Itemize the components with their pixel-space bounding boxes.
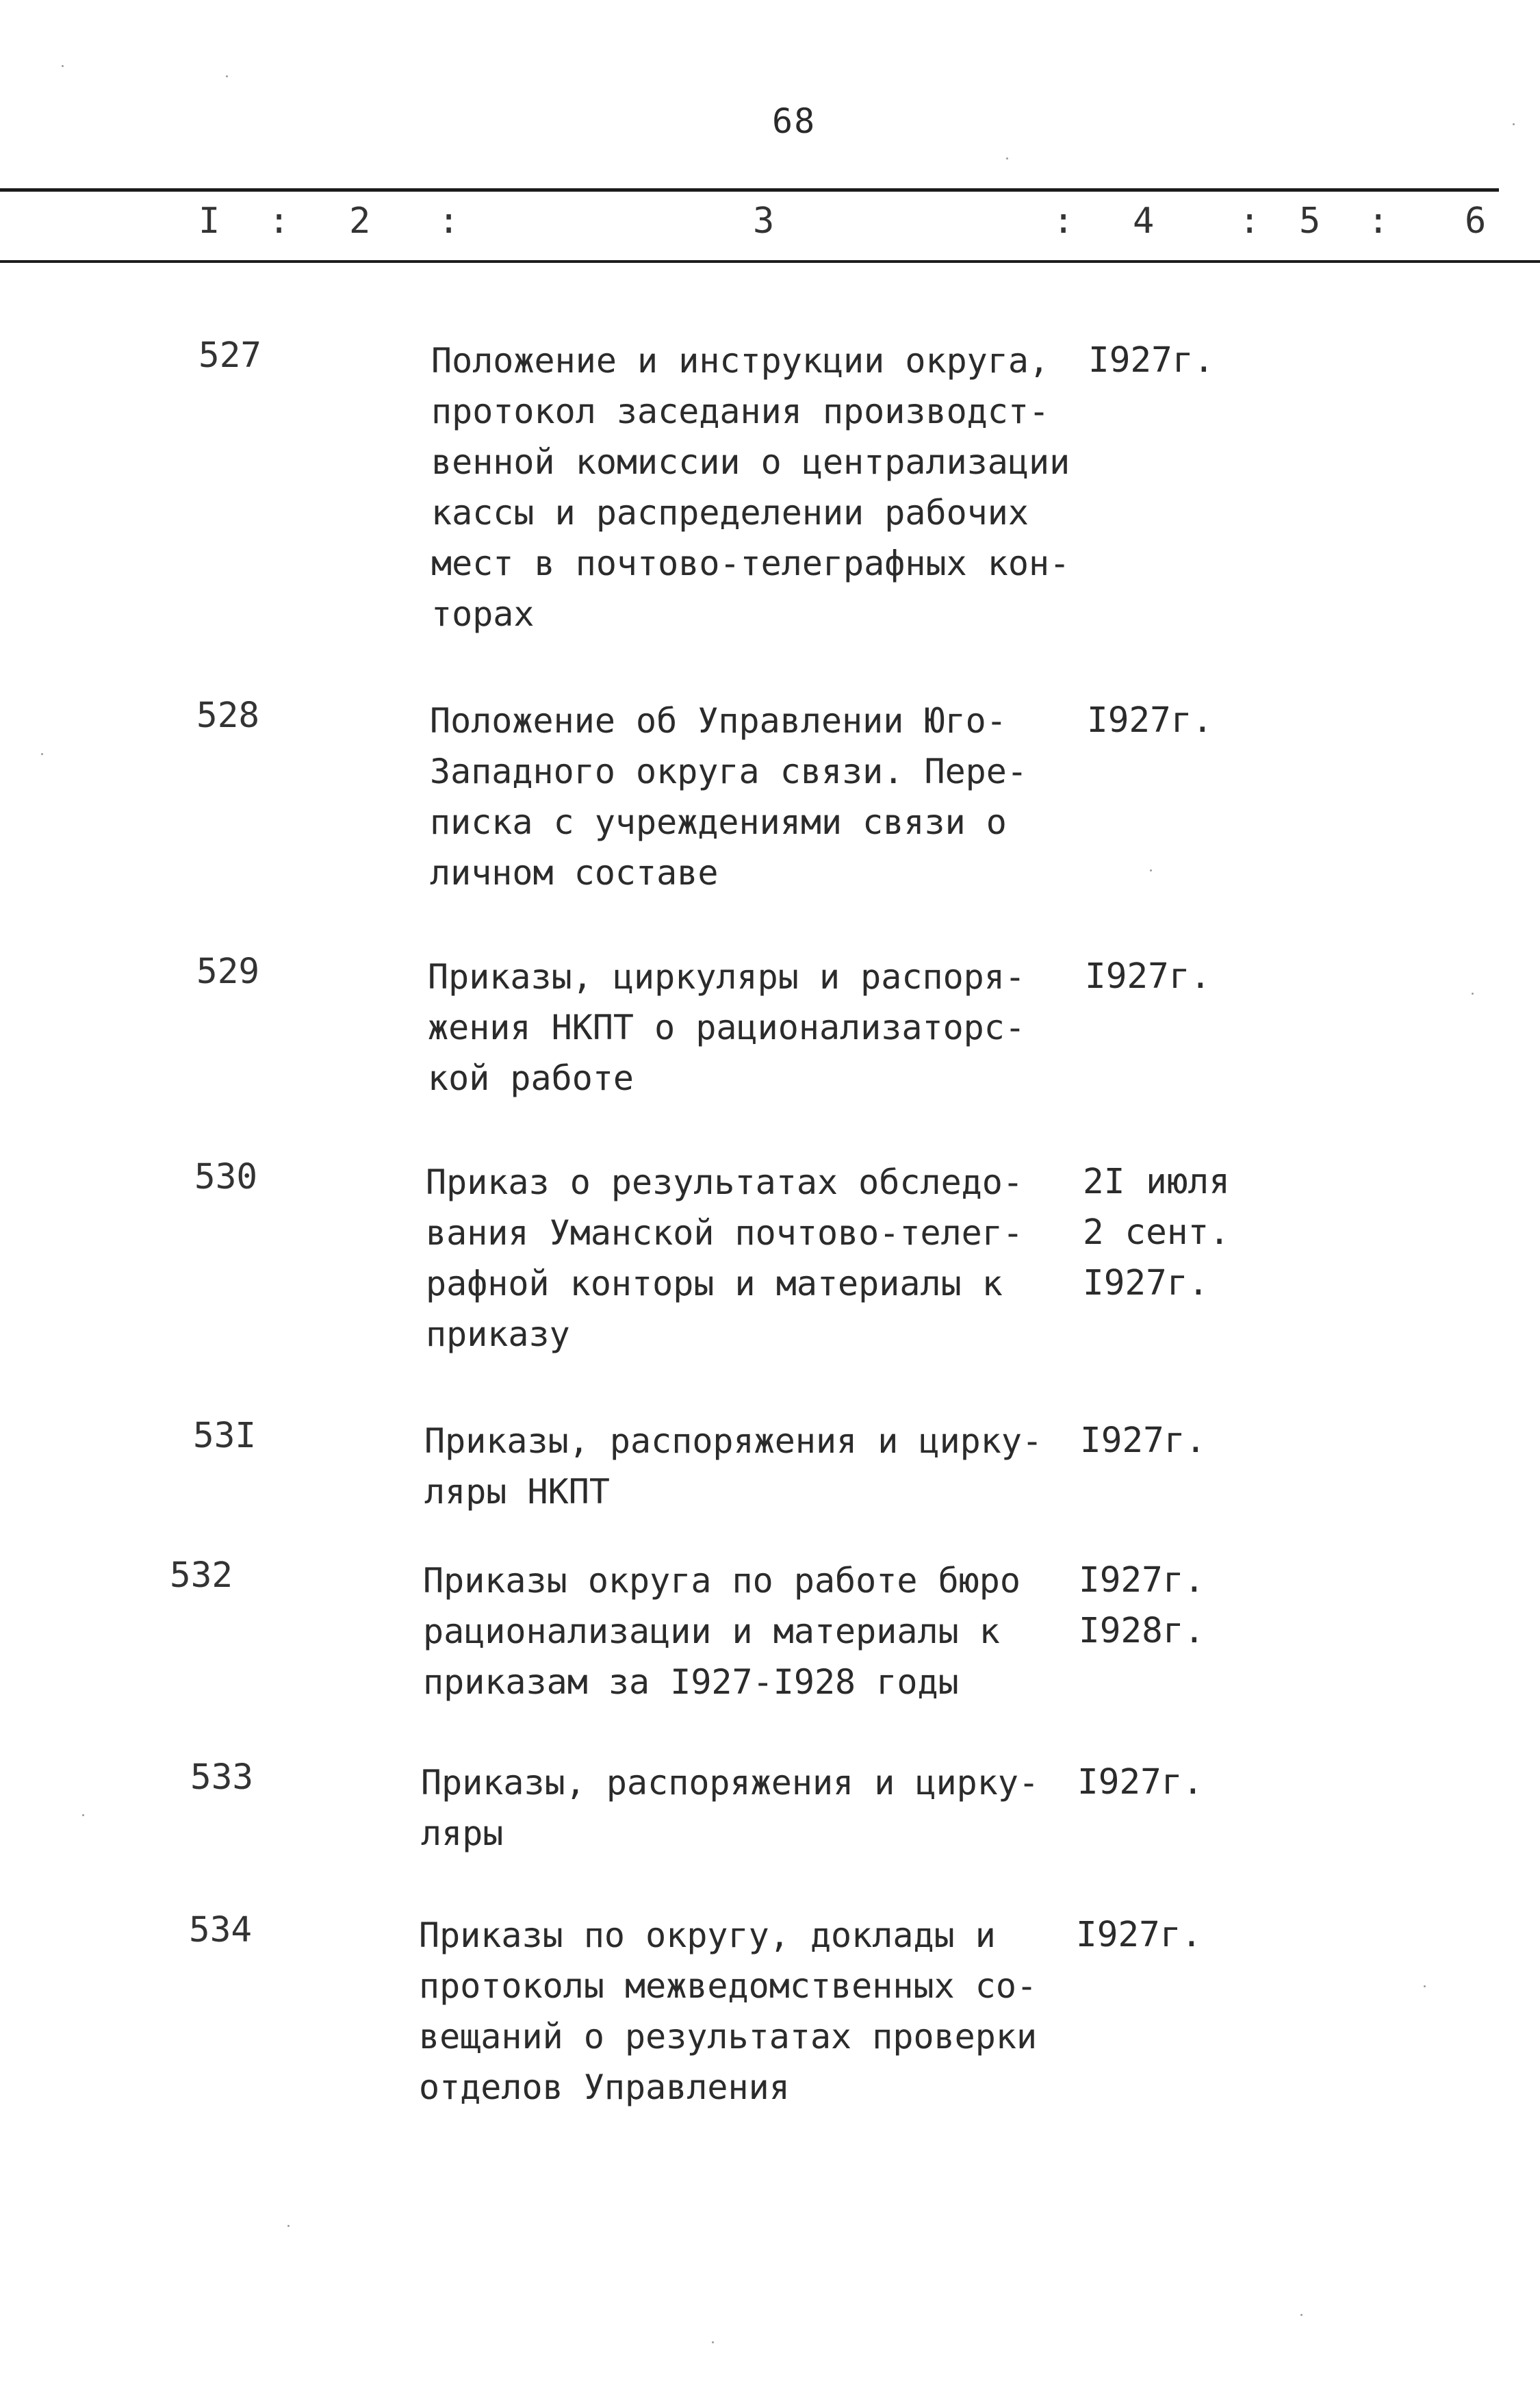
record-date <box>1088 335 1214 386</box>
record-title <box>428 952 1112 1104</box>
date-line: I927г. <box>1085 956 1211 997</box>
title-line: вания Уманской почтово-телег- <box>426 1213 1023 1253</box>
record-date <box>1076 1910 1202 1961</box>
header-rule-bottom <box>0 260 1540 263</box>
title-line: приказу <box>426 1314 570 1354</box>
scan-speck <box>1472 993 1474 995</box>
record-number: 533 <box>190 1757 254 1798</box>
scan-speck <box>1300 2314 1302 2316</box>
column-header-6: 6 <box>1465 201 1487 242</box>
record-title <box>431 335 1116 639</box>
date-line: I927г. <box>1076 1915 1203 1955</box>
scan-speck <box>1513 123 1515 125</box>
date-line: I928г. <box>1079 1611 1205 1651</box>
record-title <box>430 696 1114 898</box>
title-line: протокол заседания производст- <box>431 392 1050 431</box>
record-number: 532 <box>170 1555 233 1596</box>
record-date <box>1085 952 1211 1002</box>
title-line: жения НКПТ о рационализаторс- <box>428 1008 1025 1047</box>
title-line: мест в почтово-телеграфных кон- <box>431 544 1070 583</box>
column-separator: : <box>438 201 460 242</box>
date-line: I927г. <box>1080 1421 1207 1461</box>
date-line: I927г. <box>1087 700 1214 741</box>
title-line: венной комиссии о централизации <box>431 442 1070 482</box>
record-date <box>1083 1157 1230 1309</box>
record-title <box>421 1757 1105 1859</box>
scan-speck <box>712 2341 714 2343</box>
column-header-3: 3 <box>753 201 775 242</box>
title-line: Положение об Управлении Юго- <box>430 701 1007 741</box>
column-header-5: 5 <box>1299 201 1321 242</box>
title-line: приказам за I927-I928 годы <box>423 1662 959 1702</box>
column-header-1: I <box>198 201 220 242</box>
title-line: ляры <box>421 1813 504 1853</box>
header-rule-top <box>0 188 1499 192</box>
scan-speck <box>41 753 43 755</box>
title-line: Приказы, распоряжения и цирку- <box>424 1421 1043 1461</box>
title-line: писка с учреждениями связи о <box>430 802 1007 842</box>
title-line: Приказы по округу, доклады и <box>419 1915 996 1955</box>
date-line: I927г. <box>1077 1762 1204 1803</box>
record-number: 53I <box>193 1416 257 1456</box>
date-line: 2I июля <box>1083 1162 1230 1202</box>
record-date <box>1079 1555 1205 1657</box>
column-separator: : <box>1368 201 1389 242</box>
record-date <box>1087 696 1213 746</box>
title-line: ляры НКПТ <box>424 1472 610 1512</box>
title-line: протоколы межведомственных со- <box>419 1966 1038 2006</box>
column-separator: : <box>1053 201 1075 242</box>
date-line: 2 сент. <box>1083 1212 1230 1253</box>
column-separator: : <box>268 201 290 242</box>
scan-speck <box>62 65 64 67</box>
record-number: 534 <box>189 1910 253 1950</box>
title-line: Приказы округа по работе бюро <box>423 1561 1021 1601</box>
title-line: Приказы, циркуляры и распоря- <box>428 957 1025 997</box>
title-line: личном составе <box>430 853 719 893</box>
column-header-2: 2 <box>349 201 371 242</box>
title-line: кассы и распределении рабочих <box>431 493 1029 533</box>
title-line: отделов Управления <box>419 2067 790 2107</box>
date-line: I927г. <box>1083 1263 1209 1303</box>
date-line: I927г. <box>1088 340 1215 381</box>
record-title <box>419 1910 1103 2113</box>
record-title <box>424 1416 1109 1517</box>
record-number: 528 <box>196 696 260 736</box>
record-title <box>426 1157 1110 1360</box>
column-separator: : <box>1239 201 1261 242</box>
scan-speck <box>287 2225 290 2227</box>
title-line: рафной конторы и материалы к <box>426 1264 1003 1303</box>
record-number: 527 <box>198 335 262 376</box>
title-line: кой работе <box>428 1058 634 1098</box>
record-date <box>1077 1757 1203 1808</box>
record-number: 529 <box>196 952 260 992</box>
scan-speck <box>226 75 228 77</box>
record-date <box>1080 1416 1206 1466</box>
title-line: Положение и инструкции округа, <box>431 341 1050 381</box>
title-line: вещаний о результатах проверки <box>419 2017 1038 2056</box>
title-line: рационализации и материалы к <box>423 1612 1000 1651</box>
title-line: Приказ о результатах обследо- <box>426 1162 1023 1202</box>
title-line: торах <box>431 594 535 634</box>
page-number: 68 <box>772 101 817 141</box>
date-line: I927г. <box>1079 1560 1205 1601</box>
scan-speck <box>82 1814 84 1816</box>
record-title <box>423 1555 1107 1707</box>
title-line: Приказы, распоряжения и цирку- <box>421 1763 1040 1803</box>
record-number: 530 <box>194 1157 258 1197</box>
scan-speck <box>1150 869 1152 871</box>
scan-speck <box>1424 1985 1426 1987</box>
scan-speck <box>1006 157 1008 160</box>
title-line: Западного округа связи. Пере- <box>430 752 1027 791</box>
column-header-4: 4 <box>1133 201 1155 242</box>
